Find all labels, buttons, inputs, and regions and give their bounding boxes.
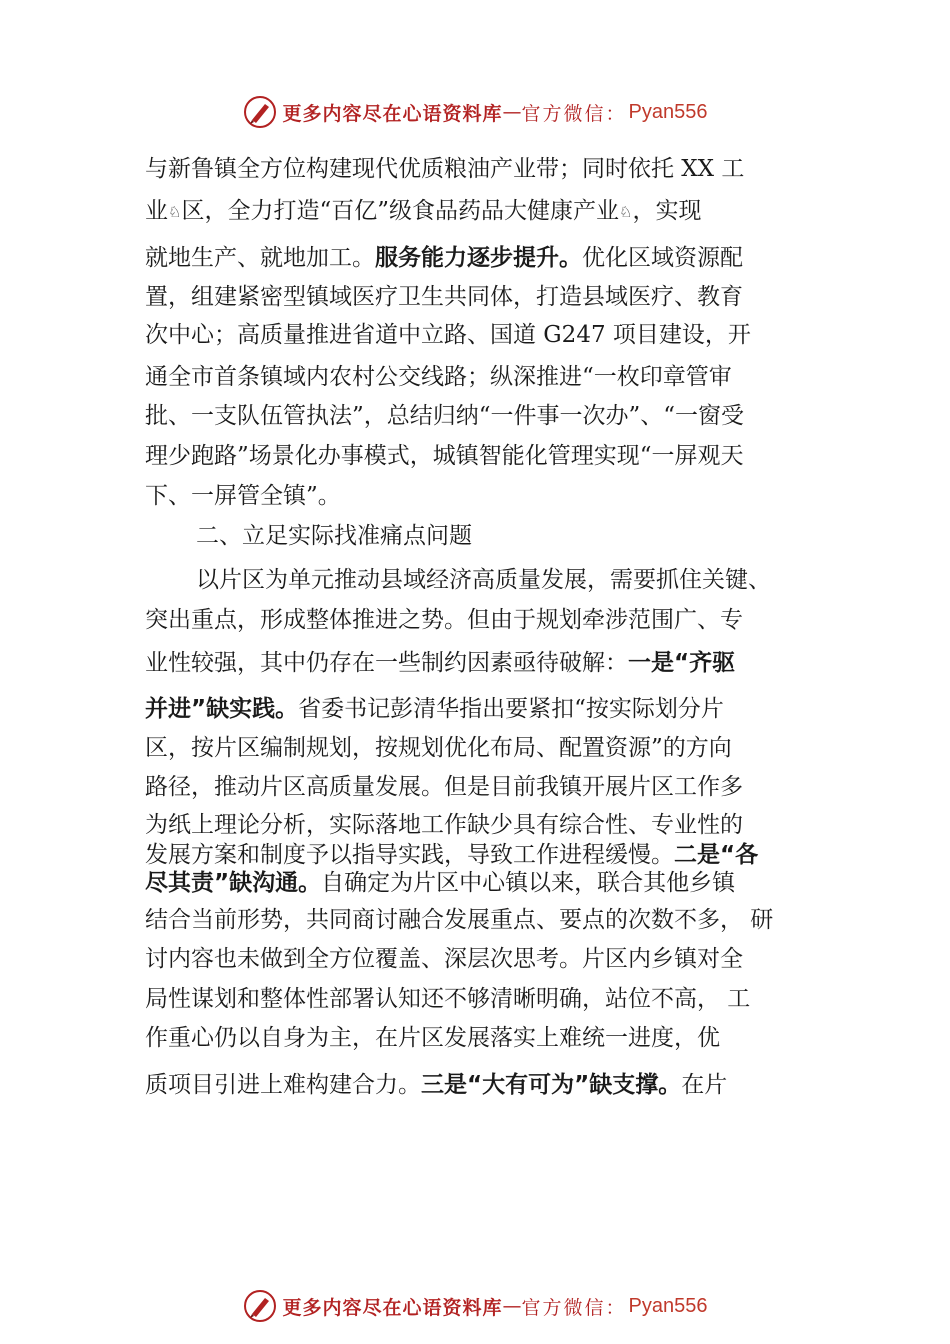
text-line: 以片区为单元推动县域经济高质量发展，需要抓住关键、 xyxy=(196,567,771,593)
banner-handle: Pyan556 xyxy=(628,1294,708,1317)
footer-banner xyxy=(0,1286,950,1326)
section-heading: 二、立足实际找准痛点问题 xyxy=(196,523,472,549)
text-line: 结合当前形势，共同商讨融合发展重点、要点的次数不多， 研 xyxy=(145,907,774,933)
pen-logo-icon xyxy=(243,1289,277,1323)
banner-dash: — xyxy=(502,101,522,123)
banner-wechat-label: 官方微信： xyxy=(521,1296,627,1319)
bold-heading: 二是“各 xyxy=(674,842,759,868)
text-line: 路径，推动片区高质量发展。但是目前我镇开展片区工作多 xyxy=(145,774,743,800)
text-line: 区，按片区编制规划，按规划优化布局、配置资源”的方向 xyxy=(145,735,732,761)
text-line: 发展方案和制度予以指导实践，导致工作进程缓慢。二是“各 xyxy=(145,842,759,868)
text-line: 为纸上理论分析，实际落地工作缺少具有综合性、专业性的 xyxy=(145,812,743,838)
banner-dash: — xyxy=(502,1295,522,1317)
text-line: 尽其责”缺沟通。自确定为片区中心镇以来，联合其他乡镇 xyxy=(145,870,736,896)
text-line: 通全市首条镇域内农村公交线路；纵深推进“一枚印章管审 xyxy=(145,364,732,390)
text-line: 质项目引进上难构建合力。三是“大有可为”缺支撑。在片 xyxy=(145,1072,728,1098)
bold-heading: 服务能力逐步提升。 xyxy=(375,245,582,271)
banner-brand: 更多内容尽在心语资料库 xyxy=(282,1296,503,1319)
text-line: 与新鲁镇全方位构建现代优质粮油产业带；同时依托 XX 工 xyxy=(145,156,745,182)
banner-brand: 更多内容尽在心语资料库 xyxy=(282,102,503,125)
text-line: 就地生产、就地加工。服务能力逐步提升。优化区域资源配 xyxy=(145,245,743,271)
text-line: 业性较强，其中仍存在一些制约因素亟待破解：一是“齐驱 xyxy=(145,650,736,676)
bold-heading: 一是“齐驱 xyxy=(628,650,736,676)
text-line: 作重心仍以自身为主，在片区发展落实上难统一进度，优 xyxy=(145,1025,720,1051)
pen-logo-icon xyxy=(243,95,277,129)
garbled-glyph-icon: ♘ xyxy=(618,203,633,221)
text-line: 批、一支队伍管执法”，总结归纳“一件事一次办”、“一窗受 xyxy=(145,403,745,429)
text-line: 下、一屏管全镇”。 xyxy=(145,483,341,509)
banner-handle: Pyan556 xyxy=(628,100,708,123)
text-line: 业♘区，全力打造“百亿”级食品药品大健康产业♘，实现 xyxy=(145,198,702,224)
text-line: 并进”缺实践。省委书记彭清华指出要紧扣“按实际划分片 xyxy=(145,696,724,722)
text-line: 次中心；高质量推进省道中立路、国道 G247 项目建设，开 xyxy=(145,322,751,348)
text-line: 突出重点，形成整体推进之势。但由于规划牵涉范围广、专 xyxy=(145,607,743,633)
header-banner xyxy=(0,92,950,132)
bold-heading: 尽其责”缺沟通。 xyxy=(145,870,322,896)
bold-heading: 并进”缺实践。 xyxy=(145,696,299,722)
text-line: 理少跑路”场景化办事模式，城镇智能化管理实现“一屏观天 xyxy=(145,443,744,469)
bold-heading: 三是“大有可为”缺支撑。 xyxy=(421,1072,682,1098)
text-line: 讨内容也未做到全方位覆盖、深层次思考。片区内乡镇对全 xyxy=(145,946,743,972)
text-line: 置，组建紧密型镇域医疗卫生共同体，打造县域医疗、教育 xyxy=(145,284,743,310)
garbled-glyph-icon: ♘ xyxy=(168,203,182,221)
text-line: 局性谋划和整体性部署认知还不够清晰明确，站位不高， 工 xyxy=(145,986,751,1012)
banner-wechat-label: 官方微信： xyxy=(521,102,627,125)
